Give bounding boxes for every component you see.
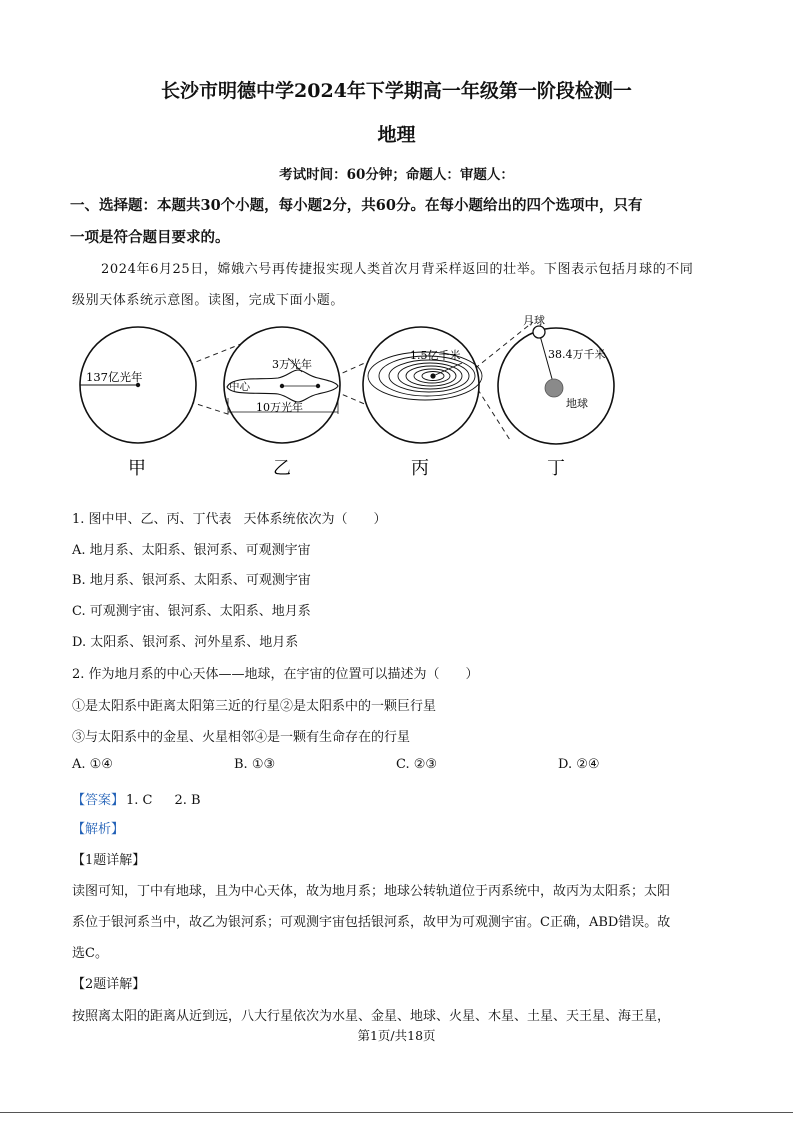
intro-line2: 级别天体系统示意图。读图，完成下面小题。	[72, 293, 345, 308]
detail1-line3: 选C。	[72, 946, 108, 961]
detail2-title: 【2题详解】	[72, 977, 146, 992]
ding-earth-label: 地球	[566, 397, 588, 410]
q2-option-b: B. ①③	[234, 757, 276, 772]
q2-stem: 2. 作为地月系的中心天体——地球，在宇宙的位置可以描述为（ ）	[72, 667, 479, 682]
celestial-systems-figure	[70, 310, 730, 485]
earth-globe	[545, 379, 563, 397]
answer-2: 2. B	[174, 793, 201, 808]
q1-stem-part2: 天体系统依次为（ ）	[243, 512, 387, 527]
analysis-label: 【解析】	[72, 822, 125, 837]
detail1-title: 【1题详解】	[72, 853, 146, 868]
intro-line1: 2024年6月25日，嫦娥六号再传捷报实现人类首次月背采样返回的壮举。下图表示包括月球的不同	[101, 262, 694, 277]
yi-diameter-label: 10万光年	[256, 401, 303, 414]
q1-option-a: A. 地月系、太阳系、银河系、可观测宇宙	[72, 543, 311, 558]
q1-option-d: D. 太阳系、银河系、河外星系、地月系	[72, 635, 299, 650]
q2-statement-2: ③与太阳系中的金星、火星相邻④是一颗有生命存在的行星	[72, 730, 411, 745]
section-heading-line2: 一项是符合题目要求的。	[70, 229, 230, 246]
answer-1: 1. C	[126, 793, 153, 808]
subject-title: 地理	[377, 124, 416, 146]
q2-option-a: A. ①④	[72, 757, 113, 772]
bing-distance-label: 1.5亿千米	[410, 349, 461, 362]
answer-line	[72, 789, 201, 808]
q2-option-c: C. ②③	[396, 757, 438, 772]
label-bing: 丙	[411, 458, 429, 479]
label-jia: 甲	[128, 458, 146, 479]
jia-radius-label: 137亿光年	[86, 370, 143, 384]
yi-center-label: 中心	[229, 381, 250, 393]
page-title: 长沙市明德中学2024年下学期高一年级第一阶段检测一	[161, 80, 632, 102]
label-ding: 丁	[547, 458, 565, 479]
q1-stem	[72, 508, 387, 527]
ding-distance-label: 38.4万千米	[548, 348, 606, 361]
detail2-line1: 按照离太阳的距离从近到远，八大行星依次为水星、金星、地球、火星、木星、土星、天王星、海王星，	[72, 1009, 671, 1024]
q2-statement-1: ①是太阳系中距离太阳第三近的行星②是太阳系中的一颗巨行星	[72, 699, 437, 714]
answer-label: 【答案】	[72, 793, 125, 808]
section-heading-line1: 一、选择题：本题共30个小题，每小题2分，共60分。在每小题给出的四个选项中，只有	[70, 197, 643, 214]
label-yi: 乙	[273, 458, 291, 479]
q1-option-c: C. 可观测宇宙、银河系、太阳系、地月系	[72, 604, 311, 619]
detail1-line1: 读图可知，丁中有地球，且为中心天体，故为地月系；地球公转轨道位于丙系统中，故丙为太阳系；太阳	[72, 884, 671, 899]
ding-moon-label: 月球	[523, 314, 545, 327]
yi-thickness-label: 3万光年	[272, 358, 312, 371]
moon-dot	[533, 326, 545, 338]
exam-info: 考试时间：60分钟；命题人：审题人：	[279, 167, 514, 183]
page-footer: 第1页/共18页	[357, 1028, 436, 1043]
bottom-divider	[0, 1112, 793, 1113]
q1-stem-part1: 1. 图中甲、乙、丙、丁代表	[72, 512, 232, 527]
q2-option-d: D. ②④	[558, 757, 600, 772]
detail1-line2: 系位于银河系当中，故乙为银河系；可观测宇宙包括银河系，故甲为可观测宇宙。C正确，ABD错误。故	[72, 915, 671, 930]
q1-option-b: B. 地月系、银河系、太阳系、可观测宇宙	[72, 573, 311, 588]
